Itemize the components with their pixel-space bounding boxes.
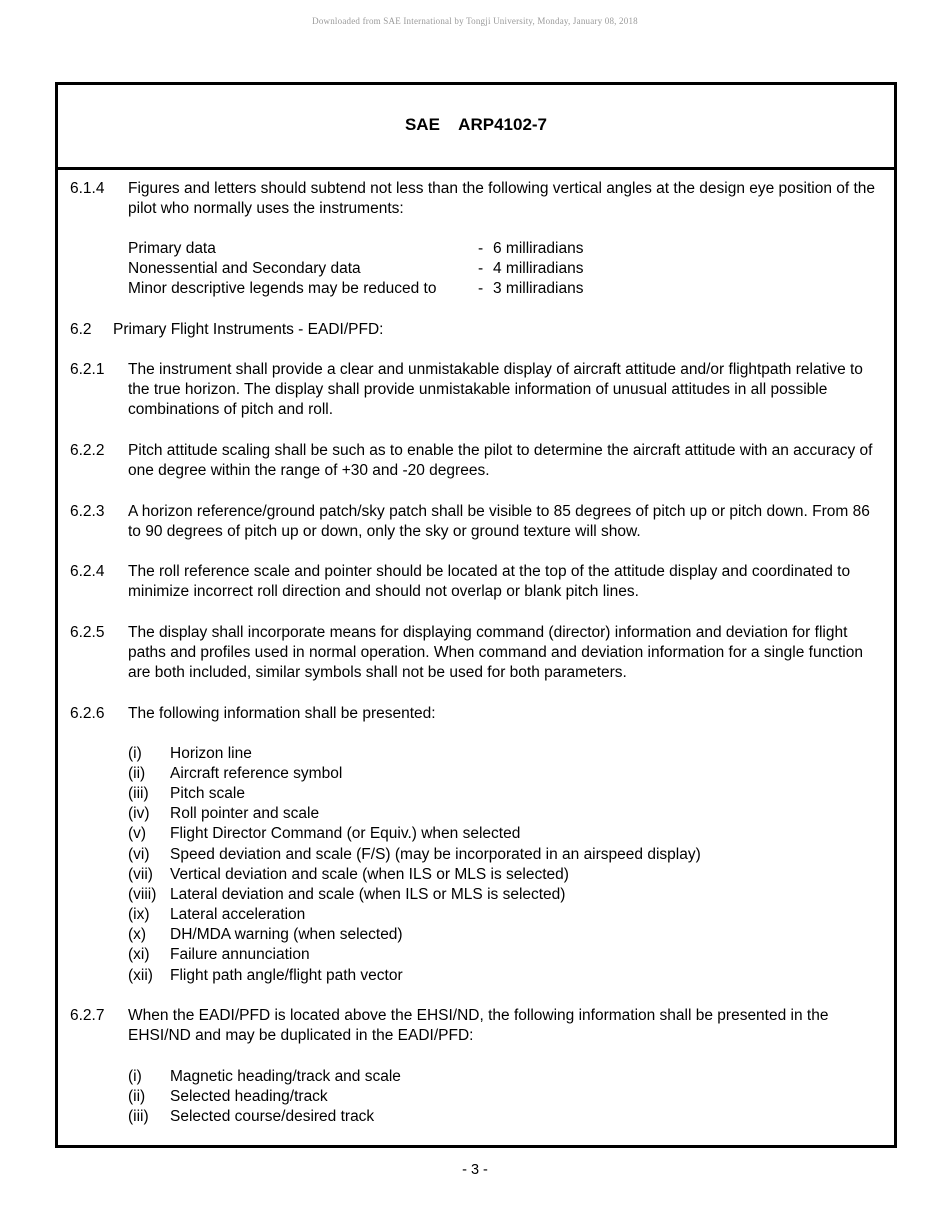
section-number: 6.2.4	[70, 563, 105, 580]
angle-row	[128, 239, 828, 259]
list-item-number: (xi)	[128, 946, 150, 963]
page-number: - 3 -	[462, 1162, 488, 1178]
list-item	[128, 1107, 868, 1127]
list-item	[128, 1087, 868, 1107]
list-item	[128, 865, 868, 885]
download-watermark: Downloaded from SAE International by Tongji University, Monday, January 08, 2018	[312, 16, 638, 26]
list-item-text: Flight path angle/flight path vector	[170, 967, 403, 984]
section-text: The following information shall be presented:	[128, 705, 436, 722]
section-number: 6.2.3	[70, 503, 105, 520]
section-text: The instrument shall provide a clear and unmistakable display of aircraft attitude and/or flightpath relative to the true horizon. The display shall provide unmistakable information of unusual attitudes in all possible combinations of pitch and roll.	[128, 361, 863, 419]
section-text: Figures and letters should subtend not less than the following vertical angles at the design eye position of the pilot who normally uses the instruments:	[128, 180, 876, 218]
list-item	[128, 905, 868, 925]
list-item-text: Vertical deviation and scale (when ILS or MLS is selected)	[170, 866, 569, 883]
angle-row	[128, 279, 828, 299]
list-item-number: (iv)	[128, 805, 150, 822]
document-header	[58, 85, 894, 170]
angle-dash: -	[478, 240, 484, 257]
list-item-text: Failure annunciation	[170, 946, 310, 963]
section-text: When the EADI/PFD is located above the EHSI/ND, the following information shall be presented in the EHSI/ND and may be duplicated in the EADI/PFD:	[128, 1007, 829, 1045]
list-item	[128, 885, 868, 905]
angle-value: 3 milliradians	[493, 280, 584, 297]
section-text: Pitch attitude scaling shall be such as to enable the pilot to determine the aircraft attitude with an accuracy of one degree within the range of +30 and -20 degrees.	[128, 442, 873, 480]
list-item	[128, 824, 868, 844]
section-number: 6.2.1	[70, 361, 105, 378]
list-item-text: Selected heading/track	[170, 1088, 328, 1105]
section-number: 6.1.4	[70, 180, 105, 197]
list-item	[128, 925, 868, 945]
section-text: The roll reference scale and pointer should be located at the top of the attitude display and coordinated to minimize incorrect roll direction and should not overlap or blank pitch lines.	[128, 563, 851, 601]
list-item-text: Pitch scale	[170, 785, 245, 802]
list-item-text: Magnetic heading/track and scale	[170, 1068, 401, 1085]
list-item-text: Horizon line	[170, 745, 252, 762]
section-number: 6.2	[70, 321, 92, 338]
list-item	[128, 764, 868, 784]
section-number: 6.2.6	[70, 705, 105, 722]
section-heading: Primary Flight Instruments - EADI/PFD:	[113, 321, 384, 338]
list-item-text: Selected course/desired track	[170, 1108, 375, 1125]
angle-dash: -	[478, 260, 484, 277]
list-item-number: (x)	[128, 926, 147, 943]
list-item-number: (ii)	[128, 1088, 146, 1105]
list-item-text: Aircraft reference symbol	[170, 765, 343, 782]
list-item-number: (ii)	[128, 765, 146, 782]
section-number: 6.2.2	[70, 442, 105, 459]
section-number: 6.2.7	[70, 1007, 105, 1024]
angle-label: Nonessential and Secondary data	[128, 260, 361, 277]
section-text: The display shall incorporate means for displaying command (director) information and deviation for flight paths and profiles used in normal operation. When command and deviation information for a single function are both included, similar symbols shall not be used for both parameters.	[128, 624, 863, 682]
list-item	[128, 804, 868, 824]
list-item-text: Lateral deviation and scale (when ILS or MLS is selected)	[170, 886, 566, 903]
list-item	[128, 784, 868, 804]
list-item-text: Flight Director Command (or Equiv.) when selected	[170, 825, 521, 842]
angle-value: 4 milliradians	[493, 260, 584, 277]
list-item-number: (i)	[128, 745, 142, 762]
list-item-number: (xii)	[128, 967, 153, 984]
list-item	[128, 966, 868, 986]
list-item-number: (iii)	[128, 1108, 149, 1125]
angle-label: Primary data	[128, 240, 216, 257]
angle-value: 6 milliradians	[493, 240, 584, 257]
list-item-number: (ix)	[128, 906, 150, 923]
angle-label: Minor descriptive legends may be reduced to	[128, 280, 437, 297]
section-number: 6.2.5	[70, 624, 105, 641]
list-item-number: (v)	[128, 825, 147, 842]
section-text: A horizon reference/ground patch/sky patch shall be visible to 85 degrees of pitch up or pitch down. From 86 to 90 degrees of pitch up or down, only the sky or ground texture will show.	[128, 503, 870, 541]
angle-dash: -	[478, 280, 484, 297]
list-item	[128, 845, 868, 865]
list-item-number: (i)	[128, 1068, 142, 1085]
list-item-number: (vi)	[128, 846, 150, 863]
list-item-number: (vii)	[128, 866, 153, 883]
list-item-text: Lateral acceleration	[170, 906, 306, 923]
list-item-text: Speed deviation and scale (F/S) (may be incorporated in an airspeed display)	[170, 846, 701, 863]
list-item-text: Roll pointer and scale	[170, 805, 320, 822]
list-item	[128, 945, 868, 965]
document-frame	[55, 82, 897, 1148]
list-item-number: (iii)	[128, 785, 149, 802]
list-item	[128, 1067, 868, 1087]
angle-row	[128, 259, 828, 279]
list-item-number: (viii)	[128, 886, 157, 903]
list-item	[128, 744, 868, 764]
document-title: SAE ARP4102-7	[404, 115, 548, 134]
list-item-text: DH/MDA warning (when selected)	[170, 926, 403, 943]
